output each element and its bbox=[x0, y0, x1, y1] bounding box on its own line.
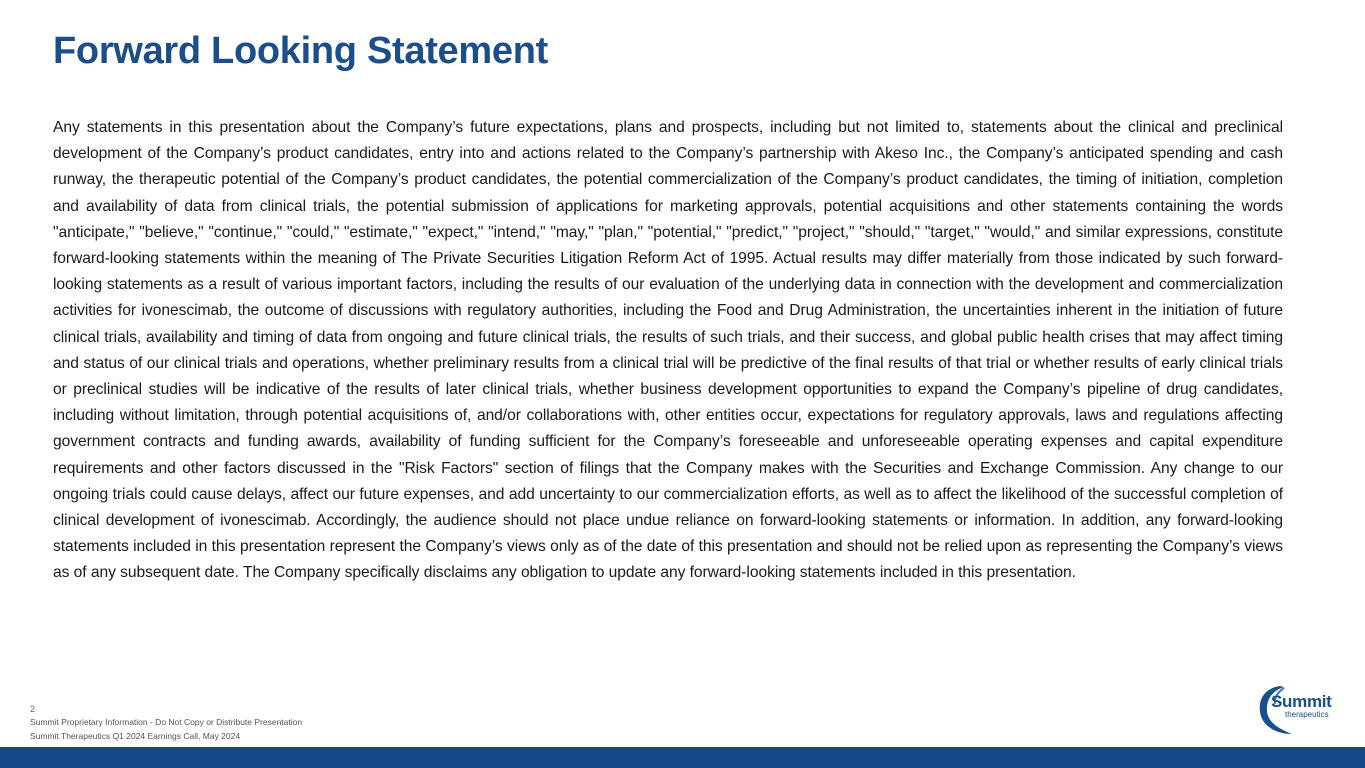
slide-title: Forward Looking Statement bbox=[53, 30, 548, 72]
logo-subtitle: therapeutics bbox=[1285, 710, 1329, 719]
page-number: 2 bbox=[30, 704, 36, 714]
proprietary-notice: Summit Proprietary Information - Do Not Copy or Distribute Presentation bbox=[30, 717, 303, 727]
summit-logo bbox=[1258, 684, 1340, 736]
logo-wordmark: Summit bbox=[1271, 692, 1332, 711]
forward-looking-statement-text: Any statements in this presentation about the Company’s future expectations, plans and prospects, including but not limited to, statements about the clinical and preclinical development of the Company’s product candidates, entry into and actions related to the Company’s partnership with Akeso Inc., the Company’s anticipated spending and cash runway, the therapeutic potential of the Company’s product candidates, the potential commercialization of the Company’s product candidates, the timing of initiation, completion and availability of data from clinical trials, the potential submission of applications for marketing approvals, potential acquisitions and other statements containing the words "anticipate," "believe," "continue," "could," "estimate," "expect," "intend," "may," "plan," "potential," "predict," "project," "should," "target," "would," and similar expressions, constitute forward-looking statements within the meaning of The Private Securities Litigation Reform Act of 1995. Actual results may differ materially from those indicated by such forward-looking statements as a result of various important factors, including the results of our evaluation of the underlying data in connection with the development and commercialization activities for ivonescimab, the outcome of discussions with regulatory authorities, including the Food and Drug Administration, the uncertainties inherent in the initiation of future clinical trials, availability and timing of data from ongoing and future clinical trials, the results of such trials, and their success, and global public health crises that may affect timing and status of our clinical trials and operations, whether preliminary results from a clinical trial will be predictive of the final results of that trial or whether results of early clinical trials or preclinical studies will be indicative of the results of later clinical trials, whether business development opportunities to expand the Company’s pipeline of drug candidates, including without limitation, through potential acquisitions of, and/or collaborations with, other entities occur, expectations for regulatory approvals, laws and regulations affecting government contracts and funding awards, availability of funding sufficient for the Company’s foreseeable and unforeseeable operating expenses and capital expenditure requirements and other factors discussed in the "Risk Factors" section of filings that the Company makes with the Securities and Exchange Commission. Any change to our ongoing trials could cause delays, affect our future expenses, and add uncertainty to our commercialization efforts, as well as to affect the likelihood of the successful completion of clinical development of ivonescimab. Accordingly, the audience should not place undue reliance on forward-looking statements or information. In addition, any forward-looking statements included in this presentation represent the Company’s views only as of the date of this presentation and should not be relied upon as representing the Company’s views as of any subsequent date. The Company specifically disclaims any obligation to update any forward-looking statements included in this presentation. bbox=[53, 119, 1283, 582]
footer-notes bbox=[30, 715, 302, 743]
bottom-accent-bar bbox=[0, 747, 1365, 768]
event-label: Summit Therapeutics Q1 2024 Earnings Call, May 2024 bbox=[30, 731, 241, 741]
